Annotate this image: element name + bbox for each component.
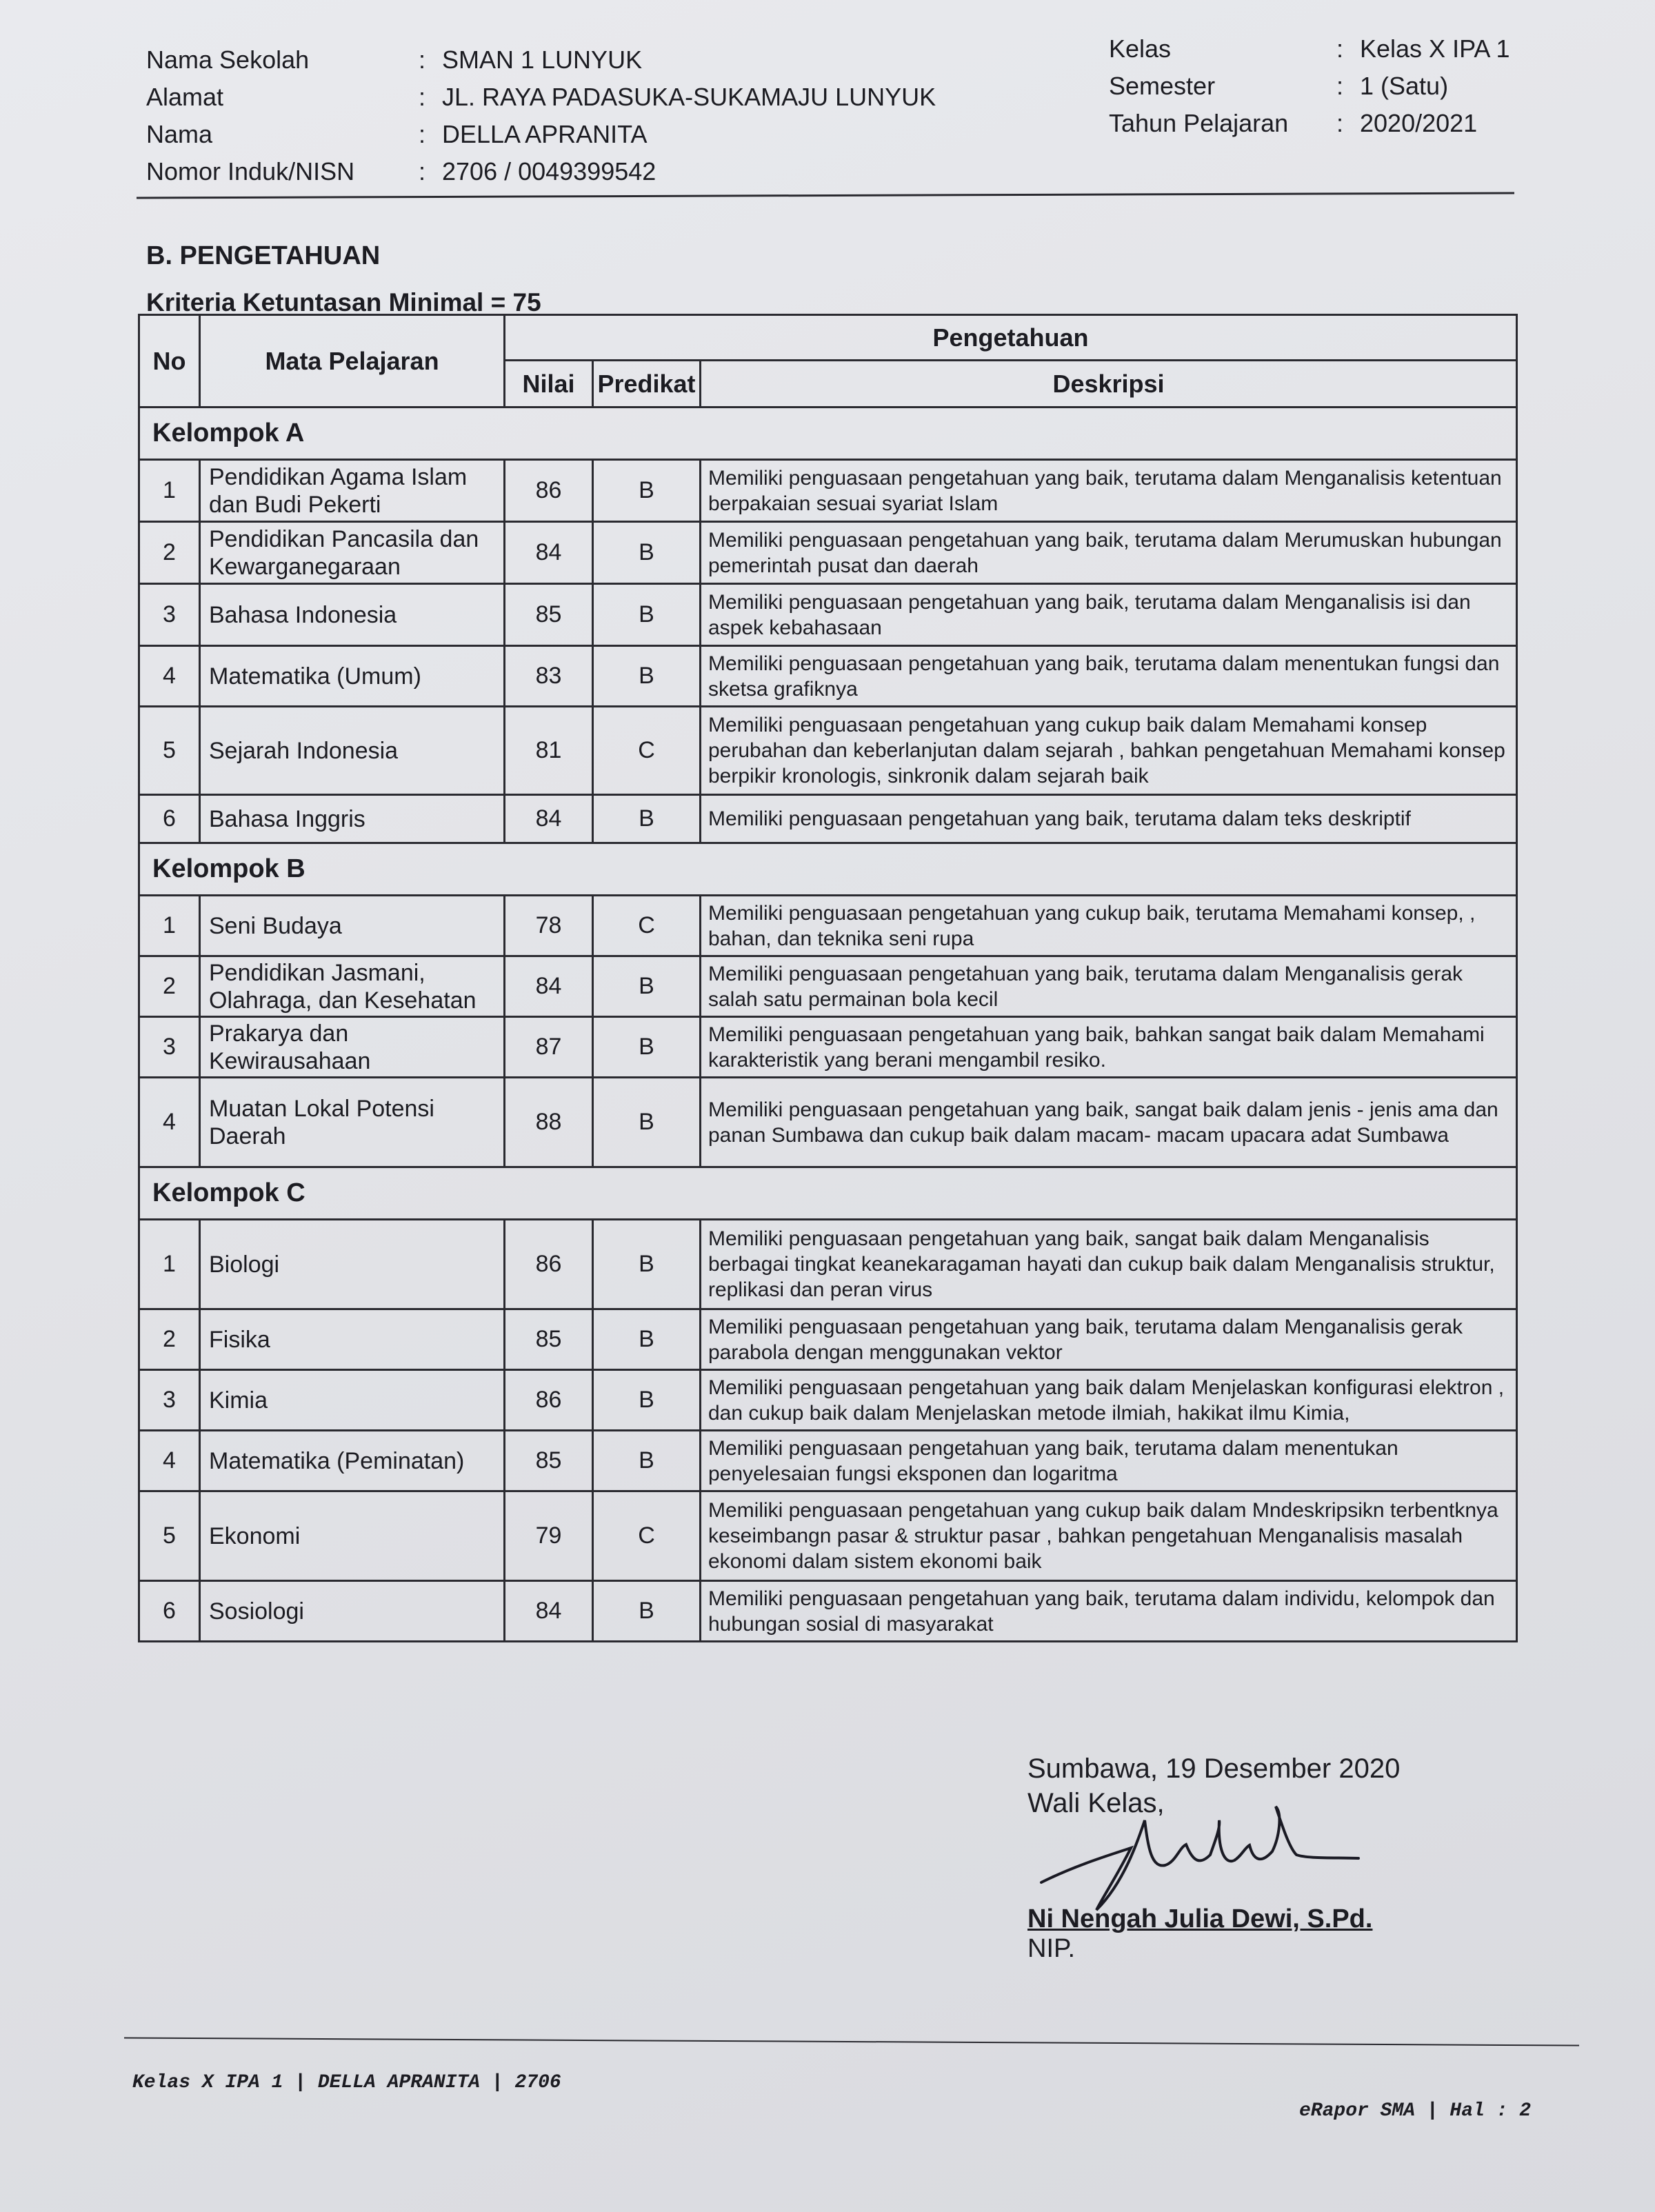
info-label: Nama Sekolah [146,46,310,74]
row-no: 1 [139,1220,200,1309]
row-pred: B [593,1017,701,1078]
col-subject-header: Mata Pelajaran [200,315,505,408]
row-desc: Memiliki penguasaan pengetahuan yang baik, terutama dalam Merumuskan hubungan pemerintah pusat dan daerah [701,522,1517,584]
row-pred: B [593,460,701,522]
info-label: Nama [146,120,213,148]
info-label: Semester [1109,72,1216,100]
row-score: 88 [505,1078,593,1167]
info-row-school: Nama Sekolah : SMAN 1 LUNYUK [146,41,936,79]
row-desc: Memiliki penguasaan pengetahuan yang baik, terutama dalam Menganalisis gerak parabola dengan menggunakan vektor [701,1309,1517,1370]
table-row [139,1309,1517,1370]
info-value: Kelas X IPA 1 [1360,34,1510,63]
info-label: Nomor Induk/NISN [146,157,355,185]
row-score: 87 [505,1017,593,1078]
group-label: Kelompok A [139,408,1517,460]
row-score: 86 [505,1220,593,1309]
row-subject: Kimia [200,1370,505,1431]
row-score: 84 [505,956,593,1017]
row-subject: Ekonomi [200,1491,505,1581]
table-row [139,646,1517,707]
info-label: Kelas [1109,34,1172,63]
info-row-address: Alamat : JL. RAYA PADASUKA-SUKAMAJU LUNYUK [146,79,936,116]
table-row [139,1220,1517,1309]
row-pred: B [593,1370,701,1431]
table-row [139,1491,1517,1581]
table-row [139,707,1517,795]
group-label: Kelompok C [139,1167,1517,1220]
table-row [139,956,1517,1017]
row-no: 3 [139,1017,200,1078]
row-pred: C [593,707,701,795]
info-row-semester: Semester : 1 (Satu) [1109,68,1509,105]
row-desc: Memiliki penguasaan pengetahuan yang baik, terutama dalam teks deskriptif [701,795,1517,843]
footer-divider [124,2037,1579,2046]
row-subject: Sejarah Indonesia [200,707,505,795]
row-desc: Memiliki penguasaan pengetahuan yang cukup baik, terutama Memahami konsep, , bahan, dan teknika seni rupa [701,896,1517,956]
student-info [146,41,936,190]
row-score: 81 [505,707,593,795]
row-no: 2 [139,522,200,584]
row-desc: Memiliki penguasaan pengetahuan yang baik, terutama dalam menentukan fungsi dan sketsa grafiknya [701,646,1517,707]
row-pred: B [593,795,701,843]
table-header-row [139,315,1517,361]
row-score: 83 [505,646,593,707]
row-desc: Memiliki penguasaan pengetahuan yang baik, terutama dalam Menganalisis ketentuan berpakaian sesuai syariat Islam [701,460,1517,522]
table-row [139,460,1517,522]
col-pred-header: Predikat [593,361,701,408]
col-desc-header: Deskripsi [701,361,1517,408]
row-no: 1 [139,896,200,956]
row-pred: B [593,584,701,646]
row-subject: Fisika [200,1309,505,1370]
row-pred: B [593,522,701,584]
header-divider [137,192,1514,199]
row-desc: Memiliki penguasaan pengetahuan yang cukup baik dalam Memahami konsep perubahan dan keberlanjutan dalam sejarah , bahkan pengetahuan Memahami konsep berpikir kronologis, sinkronik dalam sejarah baik [701,707,1517,795]
row-no: 3 [139,584,200,646]
row-score: 86 [505,1370,593,1431]
row-subject: Pendidikan Jasmani, Olahraga, dan Kesehatan [200,956,505,1017]
row-no: 1 [139,460,200,522]
row-desc: Memiliki penguasaan pengetahuan yang baik, sangat baik dalam jenis - jenis ama dan panan Sumbawa dan cukup baik dalam macam- macam upacara adat Sumbawa [701,1078,1517,1167]
row-pred: B [593,1581,701,1642]
info-value: SMAN 1 LUNYUK [442,46,643,74]
info-value: 2020/2021 [1360,109,1478,137]
group-label: Kelompok B [139,843,1517,896]
footer-left: Kelas X IPA 1 | DELLA APRANITA | 2706 [132,2072,561,2093]
row-pred: B [593,1309,701,1370]
col-no-header: No [139,315,200,408]
row-subject: Matematika (Umum) [200,646,505,707]
row-no: 3 [139,1370,200,1431]
info-row-year: Tahun Pelajaran : 2020/2021 [1109,105,1509,142]
info-value: 1 (Satu) [1360,72,1449,100]
row-pred: C [593,1491,701,1581]
row-desc: Memiliki penguasaan pengetahuan yang cukup baik dalam Mndeskripsikn terbentknya keseimbangn pasar & struktur pasar , bahkan pengetahuan Menganalisis masalah ekonomi dalam sistem ekonomi baik [701,1491,1517,1581]
row-no: 5 [139,707,200,795]
row-subject: Biologi [200,1220,505,1309]
row-subject: Prakarya dan Kewirausahaan [200,1017,505,1078]
signer-name: Ni Nengah Julia Dewi, S.Pd. [1027,1904,1373,1933]
row-desc: Memiliki penguasaan pengetahuan yang baik, bahkan sangat baik dalam Memahami karakteristik yang berani mengambil resiko. [701,1017,1517,1078]
row-subject: Bahasa Indonesia [200,584,505,646]
row-desc: Memiliki penguasaan pengetahuan yang baik, sangat baik dalam Menganalisis berbagai tingkat keanekaragaman hayati dan cukup baik dalam Menganalisis struktur, replikasi dan peran virus [701,1220,1517,1309]
row-subject: Muatan Lokal Potensi Daerah [200,1078,505,1167]
place-date: Sumbawa, 19 Desember 2020 [1027,1753,1401,1784]
row-desc: Memiliki penguasaan pengetahuan yang baik, terutama dalam individu, kelompok dan hubungan sosial di masyarakat [701,1581,1517,1642]
info-row-class: Kelas : Kelas X IPA 1 [1109,30,1509,68]
row-no: 2 [139,956,200,1017]
row-score: 85 [505,584,593,646]
info-label: Tahun Pelajaran [1109,109,1289,137]
row-no: 2 [139,1309,200,1370]
row-desc: Memiliki penguasaan pengetahuan yang baik, terutama dalam Menganalisis isi dan aspek kebahasaan [701,584,1517,646]
row-no: 6 [139,1581,200,1642]
row-pred: B [593,1078,701,1167]
row-subject: Pendidikan Agama Islam dan Budi Pekerti [200,460,505,522]
row-pred: B [593,1220,701,1309]
group-row [139,1167,1517,1220]
row-pred: B [593,956,701,1017]
row-subject: Bahasa Inggris [200,795,505,843]
footer-right: eRapor SMA | Hal : 2 [1299,2100,1532,2122]
info-value: 2706 / 0049399542 [442,157,656,185]
table-row [139,584,1517,646]
grades-table [138,314,1518,1642]
table-row [139,795,1517,843]
table-row [139,1017,1517,1078]
table-row [139,896,1517,956]
row-desc: Memiliki penguasaan pengetahuan yang baik, terutama dalam menentukan penyelesaian fungsi eksponen dan logaritma [701,1431,1517,1491]
row-no: 4 [139,1431,200,1491]
col-group-header: Pengetahuan [505,315,1517,361]
kkm-label: Kriteria Ketuntasan Minimal = [146,288,506,316]
row-subject: Seni Budaya [200,896,505,956]
kkm-line [146,288,541,317]
table-row [139,522,1517,584]
row-desc: Memiliki penguasaan pengetahuan yang baik dalam Menjelaskan konfigurasi elektron , dan cukup baik dalam Menjelaskan metode ilmiah, hakikat ilmu Kimia, [701,1370,1517,1431]
group-row [139,408,1517,460]
row-score: 85 [505,1431,593,1491]
col-score-header: Nilai [505,361,593,408]
signer-role: Wali Kelas, [1027,1788,1165,1818]
signer-nip: NIP. [1027,1934,1076,1963]
row-score: 84 [505,522,593,584]
kkm-value: 75 [512,288,541,316]
row-score: 84 [505,795,593,843]
group-row [139,843,1517,896]
row-score: 78 [505,896,593,956]
row-subject: Sosiologi [200,1581,505,1642]
row-no: 4 [139,646,200,707]
table-row [139,1431,1517,1491]
table-row [139,1370,1517,1431]
class-info [1109,30,1509,142]
info-row-nisn: Nomor Induk/NISN : 2706 / 0049399542 [146,153,936,190]
table-row [139,1581,1517,1642]
table-row [139,1078,1517,1167]
row-score: 79 [505,1491,593,1581]
row-no: 4 [139,1078,200,1167]
row-score: 86 [505,460,593,522]
row-pred: C [593,896,701,956]
row-desc: Memiliki penguasaan pengetahuan yang baik, terutama dalam Menganalisis gerak salah satu permainan bola kecil [701,956,1517,1017]
row-no: 5 [139,1491,200,1581]
info-value: JL. RAYA PADASUKA-SUKAMAJU LUNYUK [442,83,936,111]
row-score: 84 [505,1581,593,1642]
row-subject: Matematika (Peminatan) [200,1431,505,1491]
row-pred: B [593,1431,701,1491]
row-no: 6 [139,795,200,843]
section-title: B. PENGETAHUAN [146,241,381,270]
info-row-name: Nama : DELLA APRANITA [146,116,936,153]
handwritten-signature [1034,1800,1365,1917]
row-pred: B [593,646,701,707]
row-subject: Pendidikan Pancasila dan Kewarganegaraan [200,522,505,584]
info-label: Alamat [146,83,224,111]
row-score: 85 [505,1309,593,1370]
info-value: DELLA APRANITA [442,120,648,148]
